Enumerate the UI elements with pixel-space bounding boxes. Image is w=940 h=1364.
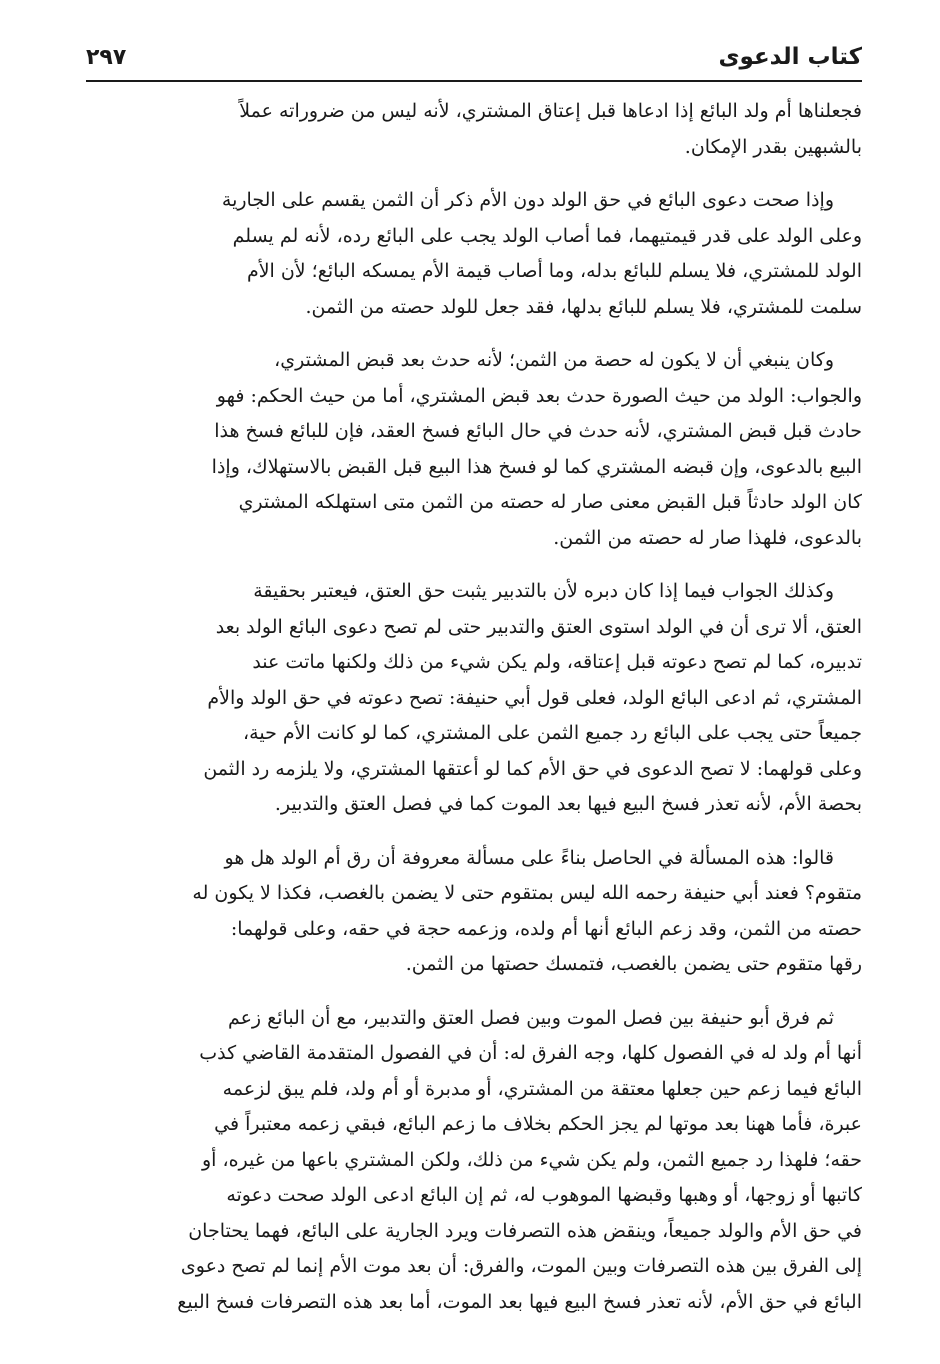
page-body xyxy=(86,94,862,1356)
text-line: في حق الأم والولد جميعاً، وينقض هذه التصرفات ويرد الجارية على البائع، فهما يحتاجان xyxy=(188,1219,862,1242)
text-line: بحصة الأم، لأنه تعذر فسخ البيع فيها بعد الموت كما في فصل العتق والتدبير. xyxy=(274,793,862,815)
text-line: متقوم؟ فعند أبي حنيفة رحمه الله ليس بمتقوم حتى لا يضمن بالغصب، فكذا لا يكون له xyxy=(192,882,862,904)
paragraph xyxy=(86,94,862,165)
text-line: حقه؛ فلهذا رد جميع الثمن، ولم يكن شيء من ذلك، ولكن المشتري باعها من غيره، أو xyxy=(201,1148,862,1171)
text-line: قالوا: هذه المسألة في الحاصل بناءً على مسألة معروفة أن رق أم الولد هل هو xyxy=(224,846,834,869)
text-line: العتق، ألا ترى أن في الولد استوى العتق والتدبير حتى لم تصح دعوى البائع الولد بعد xyxy=(215,615,862,638)
page-header xyxy=(86,34,862,82)
paragraph xyxy=(86,841,862,983)
text-line: إلى الفرق بين هذه التصرفات وبين الموت، والفرق: أن بعد موت الأم إنما لم تصح دعوى xyxy=(180,1255,862,1277)
text-line: الولد للمشتري، فلا يسلم للبائع بدله، وما أصاب قيمة الأم يمسكه البائع؛ لأن الأم xyxy=(246,260,862,282)
text-line: وإذا صحت دعوى البائع في حق الولد دون الأم ذكر أن الثمن يقسم على الجارية xyxy=(221,189,834,211)
text-line: وعلى قولهما: لا تصح الدعوى في حق الأم كما لو أعتقها المشتري، ولا يلزمه رد الثمن xyxy=(203,757,862,780)
text-line: فجعلناها أم ولد البائع إذا ادعاها قبل إعتاق المشتري، لأنه ليس من ضروراته عملاً xyxy=(239,100,862,122)
text-line: بالدعوى، فلهذا صار له حصته من الثمن. xyxy=(553,526,862,549)
paragraph xyxy=(86,183,862,325)
text-line: البائع فيما زعم حين جعلها معتقة من المشتري، أو مدبرة أو أم ولد، فلم يبق لزعمه xyxy=(222,1077,862,1100)
page-number: ٢٩٧ xyxy=(86,44,127,70)
text-line: تدبيره، كما لم تصح دعوته قبل إعتاقه، ولم يكن شيء من ذلك ولكنها ماتت عند xyxy=(252,651,862,673)
text-line: كان الولد حادثاً قبل القبض معنى صار له حصته من الثمن متى استهلكه المشتري xyxy=(238,491,862,513)
text-line: وكان ينبغي أن لا يكون له حصة من الثمن؛ لأنه حدث بعد قبض المشتري، xyxy=(274,349,834,371)
text-line: سلمت للمشتري، فلا يسلم للبائع بدلها، فقد جعل للولد حصته من الثمن. xyxy=(305,295,862,318)
text-line: حصته من الثمن، وقد زعم البائع أنها أم ولده، وزعمه حجة في حقه، وعلى قولهما: xyxy=(230,917,862,940)
paragraph xyxy=(86,1001,862,1321)
paragraph xyxy=(86,343,862,556)
text-line: بالشبهين بقدر الإمكان. xyxy=(684,135,862,158)
text-line: كاتبها أو زوجها، أو وهبها وقبضها الموهوب له، ثم إن البائع ادعى الولد صحت دعوته xyxy=(226,1184,862,1206)
text-line: والجواب: الولد من حيث الصورة حدث بعد قبض المشتري، أما من حيث الحكم: فهو xyxy=(216,384,862,407)
text-line: المشتري، ثم ادعى البائع الولد، فعلى قول أبي حنيفة: تصح دعوته في حق الولد والأم xyxy=(207,686,862,709)
text-line: البائع في حق الأم، لأنه تعذر فسخ البيع فيها بعد الموت، أما بعد هذه التصرفات فسخ البيع xyxy=(177,1290,862,1313)
text-line: جميعاً حتى يجب على البائع رد جميع الثمن على المشتري، كما لو كانت الأم حية، xyxy=(243,722,862,744)
text-line: وكذلك الجواب فيما إذا كان دبره لأن بالتدبير يثبت حق العتق، فيعتبر بحقيقة xyxy=(253,580,834,602)
text-line: عبرة، فأما ههنا بعد موتها لم يجز الحكم بخلاف ما زعم البائع، فبقي زعمه معتبراً في xyxy=(214,1113,862,1135)
text-line: البيع بالدعوى، وإن قبضه المشتري كما لو فسخ هذا البيع قبل القبض بالاستهلاك، وإذا xyxy=(211,455,862,478)
text-line: رقها متقوم حتى يضمن بالغصب، فتمسك حصتها من الثمن. xyxy=(405,953,862,975)
text-line: حادث قبل قبض المشتري، لأنه حدث في حال البائع فسخ العقد، فإن للبائع فسخ هذا xyxy=(214,420,862,442)
book-title: كتاب الدعوى xyxy=(718,44,862,70)
text-line: ثم فرق أبو حنيفة بين فصل الموت وبين فصل العتق والتدبير، مع أن البائع زعم xyxy=(227,1006,834,1029)
paragraph xyxy=(86,574,862,823)
text-line: أنها أم ولد له في الفصول كلها، وجه الفرق له: أن في الفصول المتقدمة القاضي كذب xyxy=(199,1042,862,1064)
text-line: وعلى الولد على قدر قيمتيهما، فما أصاب الولد يجب على البائع رده، لأنه لم يسلم xyxy=(232,224,862,247)
